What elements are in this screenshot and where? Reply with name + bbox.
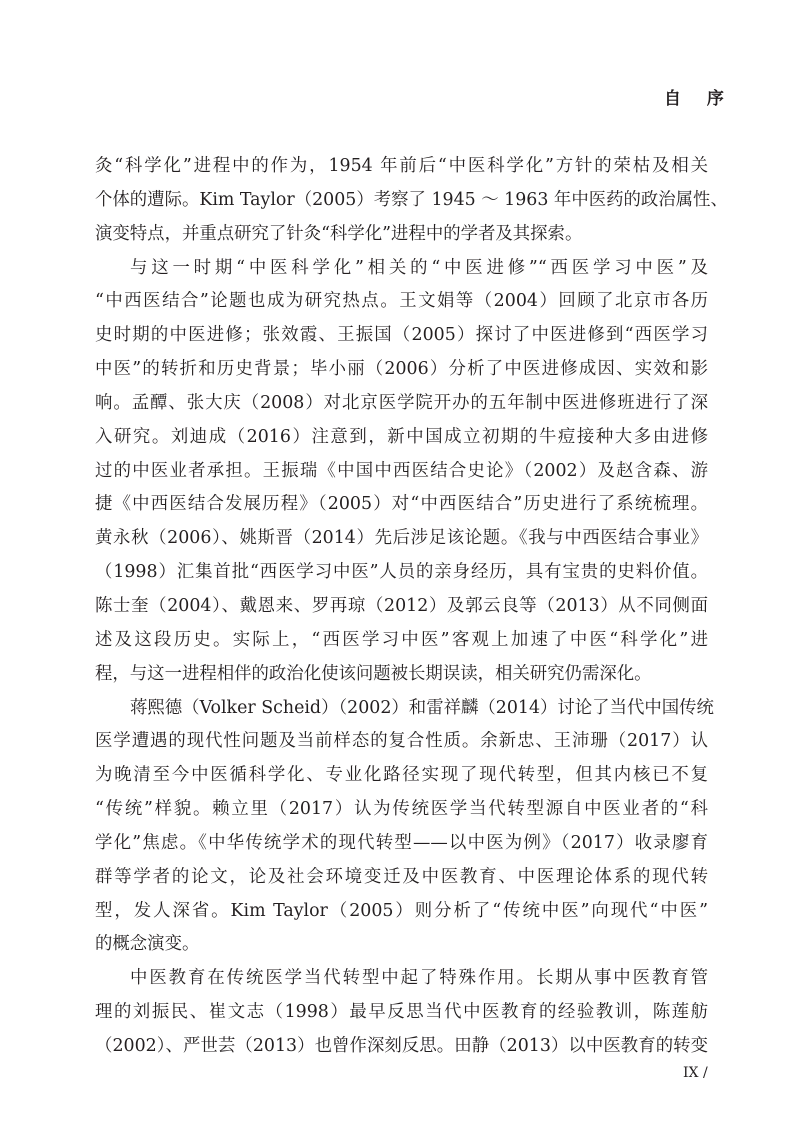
text-line: 理的刘振民、崔文志（1998）最早反思当代中医教育的经验教训，陈莲舫 — [95, 1002, 708, 1023]
text-line: 灸“科学化”进程中的作为，1954 年前后“中医科学化”方针的荣枯及相关 — [95, 156, 708, 176]
text-line: “中西医结合”论题也成为研究热点。王文娟等（2004）回顾了北京市各历 — [95, 291, 708, 312]
text-line: 蒋熙德（Volker Scheid）（2002）和雷祥麟（2014）讨论了当代中国传统 — [130, 697, 714, 718]
paragraph — [95, 962, 708, 1064]
text-line: 陈士奎（2004）、戴恩来、罗再琼（2012）及郭云良等（2013）从不同侧面 — [95, 595, 708, 616]
text-line: 响。孟醰、张大庆（2008）对北京医学院开办的五年制中医进修班进行了深 — [95, 392, 708, 413]
text-line: 史时期的中医进修；张效霞、王振国（2005）探讨了中医进修到“西医学习 — [95, 325, 708, 346]
text-line: 型，发人深省。Kim Taylor（2005）则分析了“传统中医”向现代“中医” — [95, 900, 708, 921]
text-line: “传统”样貌。赖立里（2017）认为传统医学当代转型源自中医业者的“科 — [95, 799, 708, 820]
text-line: 群等学者的论文，论及社会环境变迁及中医教育、中医理论体系的现代转 — [95, 866, 708, 887]
text-line: 学化”焦虑。《中华传统学术的现代转型——以中医为例》（2017）收录廖育 — [95, 832, 708, 853]
text-line: 医学遭遇的现代性问题及当前样态的复合性质。余新忠、王沛珊（2017）认 — [95, 731, 708, 752]
text-line: 过的中医业者承担。王振瑞《中国中西医结合史论》（2002）及赵含森、游 — [95, 460, 708, 481]
paragraph — [95, 692, 714, 963]
page-number: IX / — [683, 1065, 708, 1081]
text-line: 中医”的转折和历史背景；毕小丽（2006）分析了中医进修成因、实效和影 — [95, 359, 708, 380]
text-line: 黄永秋（2006）、姚斯晋（2014）先后涉足该论题。《我与中西医结合事业》 — [95, 528, 708, 549]
text-line: 述及这段历史。实际上，“西医学习中医”客观上加速了中医“科学化”进 — [95, 629, 708, 650]
text-line: （2002）、严世芸（2013）也曾作深刻反思。田静（2013）以中医教育的转变 — [95, 1035, 708, 1056]
text-line: 捷《中西医结合发展历程》（2005）对“中西医结合”历史进行了系统梳理。 — [95, 494, 708, 515]
body-text — [95, 150, 728, 1064]
text-line: 与这一时期“中医科学化”相关的“中医进修”“西医学习中医”及 — [130, 257, 708, 278]
text-line: （1998）汇集首批“西医学习中医”人员的亲身经历，具有宝贵的史料价值。 — [95, 562, 708, 583]
text-line: 程，与这一进程相伴的政治化使该问题被长期误读，相关研究仍需深化。 — [95, 663, 652, 684]
text-line: 演变特点，并重点研究了针灸“科学化”进程中的学者及其探索。 — [95, 223, 583, 244]
text-line: 个体的遭际。Kim Taylor（2005）考察了 1945 ～ 1963 年中医药的政治属性、 — [95, 189, 728, 210]
text-line: 为晚清至今中医循科学化、专业化路径实现了现代转型，但其内核已不复 — [95, 765, 708, 786]
running-header: 自 序 — [664, 89, 734, 109]
paragraph — [95, 252, 708, 692]
text-line: 的概念演变。 — [95, 934, 200, 955]
paragraph — [95, 150, 728, 252]
text-line: 中医教育在传统医学当代转型中起了特殊作用。长期从事中医教育管 — [130, 968, 708, 989]
text-line: 入研究。刘迪成（2016）注意到，新中国成立初期的牛痘接种大多由进修 — [95, 426, 708, 447]
